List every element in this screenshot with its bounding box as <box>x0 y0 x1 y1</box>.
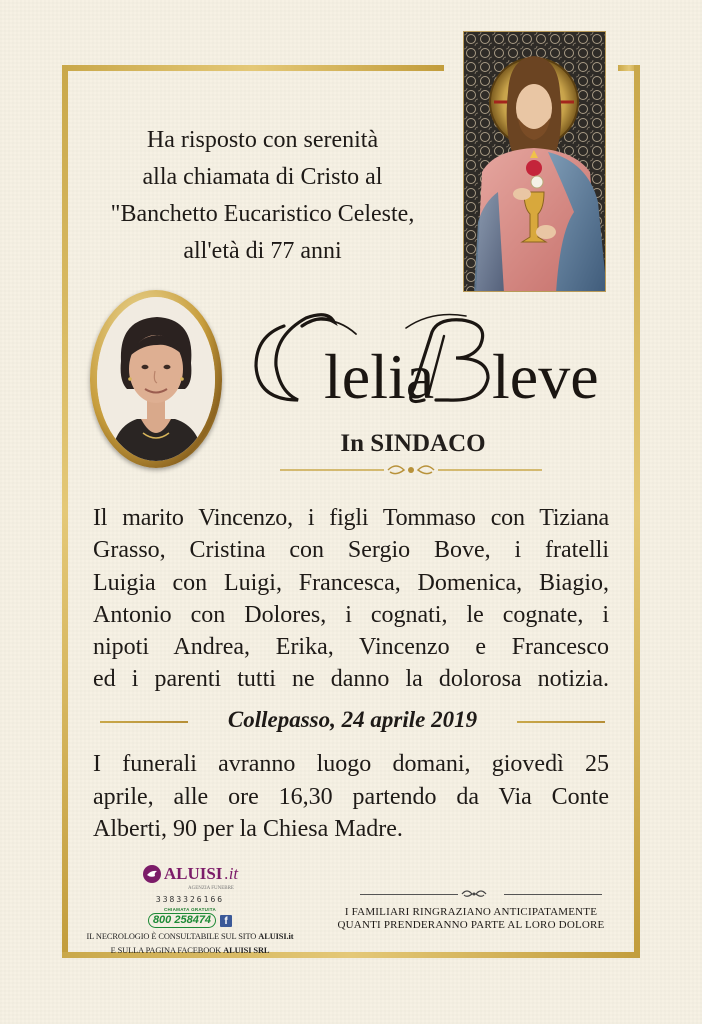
funeral-line: Alberti, 90 per la Chiesa Madre. <box>93 816 403 842</box>
intro-line: Ha risposto con serenità <box>146 127 379 153</box>
thanks-ornament <box>318 888 624 902</box>
family-thanks <box>318 888 624 932</box>
toll-free-row <box>70 913 310 928</box>
married-name: In SINDACO <box>340 430 486 457</box>
announcement-line: ed i parenti tutti ne danno la dolorosa notizia. <box>93 666 609 693</box>
announcement-line: Luigia con Luigi, Francesca, Domenica, Biagio, <box>93 569 609 596</box>
deceased-portrait <box>97 297 215 461</box>
ornamental-divider <box>280 462 542 478</box>
funeral-line: I funerali avranno luogo domani, giovedì 25 <box>93 751 609 777</box>
intro-line: alla chiamata di Cristo al <box>142 164 383 190</box>
frame-right <box>634 65 640 958</box>
announcement-line: Il marito Vincenzo, i figli Tommaso con Tiziana <box>93 505 609 531</box>
funeral-line: aprile, alle ore 16,30 partendo da Via Conte <box>93 783 609 810</box>
sacred-heart-image <box>463 31 606 292</box>
frame-left <box>62 65 68 958</box>
frame-top-left <box>62 65 444 71</box>
website-link[interactable]: ALUISI.it <box>258 932 294 941</box>
announcement-line: nipoti Andrea, Erika, Vincenzo e Francesco <box>93 634 609 661</box>
dateline-rule-right <box>517 721 605 723</box>
agency-logo[interactable] <box>142 864 238 884</box>
agency-logo-suffix: .it <box>224 864 239 883</box>
announcement-line: Grasso, Cristina con Sergio Bove, i fratelli <box>93 537 609 564</box>
agency-logo-text: ALUISI <box>163 864 223 883</box>
facebook-icon[interactable]: f <box>220 915 232 927</box>
announcement-text <box>93 502 609 696</box>
agency-phone[interactable]: 3383326166 <box>155 895 225 904</box>
dateline <box>100 707 605 737</box>
deceased-portrait-frame <box>90 290 222 468</box>
dove-icon <box>142 864 162 884</box>
intro-line: all'età di 77 anni <box>183 238 342 264</box>
note-text: IL NECROLOGIO È CONSULTABILE SUL SITO <box>86 932 259 941</box>
thanks-line: QUANTI PRENDERANNO PARTE AL LORO DOLORE <box>337 919 605 931</box>
agency-note-line <box>70 945 310 956</box>
toll-free-label: CHIAMATA GRATUITA <box>163 907 217 912</box>
scroll-ornament-icon <box>460 888 488 900</box>
announcement-line: Antonio con Dolores, i cognati, le cognate, i <box>93 601 609 628</box>
agency-note-line <box>70 931 310 942</box>
facebook-page-link[interactable]: ALUISI SRL <box>223 946 270 955</box>
place-date: Collepasso, 24 aprile 2019 <box>227 707 478 732</box>
toll-free-number[interactable]: 800 258474 <box>148 913 216 928</box>
agency-tagline: AGENZIA FUNEBRE <box>188 886 234 891</box>
note-text: E SULLA PAGINA FACEBOOK <box>110 946 224 955</box>
deceased-name <box>236 296 616 424</box>
last-name-rest: leve <box>492 341 599 412</box>
agency-branding <box>70 864 310 956</box>
funeral-details <box>93 748 609 846</box>
thanks-line: I FAMILIARI RINGRAZIANO ANTICIPATAMENTE <box>344 906 598 918</box>
intro-text <box>100 122 425 270</box>
first-name-rest: lelia <box>324 341 435 412</box>
intro-line: "Banchetto Eucaristico Celeste, <box>110 201 415 227</box>
